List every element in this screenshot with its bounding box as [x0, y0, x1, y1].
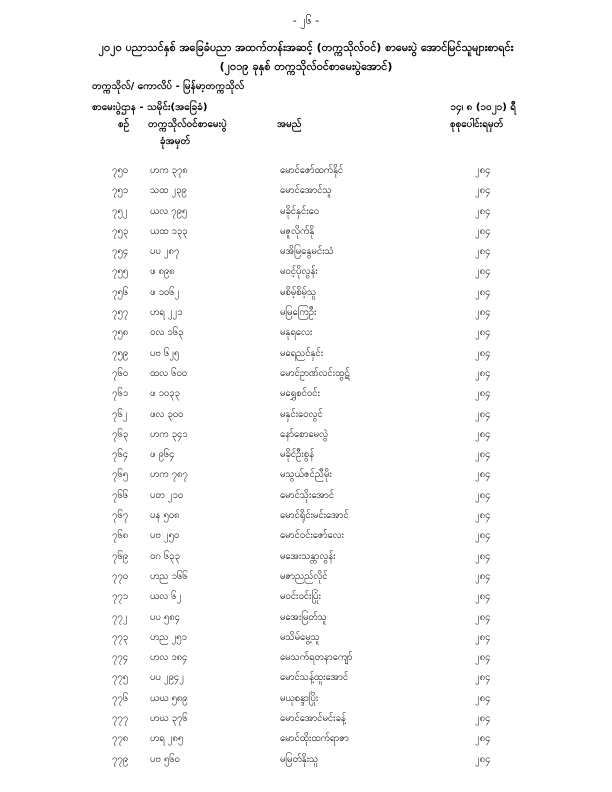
row-reg-number: ပဗ ၅၆၀ [150, 753, 180, 765]
table-row [0, 164, 612, 184]
row-score: ၂၈၄ [475, 672, 491, 684]
row-reg-number: ဟရ ၂၂၁ [150, 307, 183, 319]
row-score: ၂၈၄ [475, 692, 491, 704]
row-number: ၇၇၁ [112, 591, 129, 603]
row-number: ၇၇၃ [112, 631, 129, 643]
row-number: ၇၅၈ [112, 327, 129, 339]
table-row [0, 286, 612, 306]
document-title: ၂၀၂၀ ပညာသင်နှစ် အခြေခံပညာ အထက်တန်းအဆင့် (တက္ကသိုလ်ဝင်) စာမေးပွဲ အောင်မြင်သူများစာရင်း [98, 41, 514, 54]
table-row [0, 712, 612, 732]
row-number: ၇၆၀ [112, 367, 129, 379]
row-score: ၂၈၄ [475, 611, 491, 623]
row-number: ၇၆၆ [112, 489, 129, 501]
table-row [0, 631, 612, 651]
row-number: ၇၇၄ [112, 652, 129, 664]
row-reg-number: ဝလ ၁၆၃ [150, 327, 184, 339]
row-number: ၇၅၀ [112, 165, 129, 176]
row-name: မခိုင်နှင်းဝေ [280, 205, 320, 217]
row-reg-number: ဖ ၉၆၄ [150, 449, 175, 461]
row-score: ၂၈၄ [475, 550, 491, 562]
row-name: မောင်အောင်မင်းခန့် [280, 713, 346, 725]
row-score: ၂၈၄ [475, 652, 491, 664]
row-reg-number: ပန ၅၀၈ [150, 510, 180, 522]
row-name: မစိမ့်စိမ့်သူ [280, 286, 317, 298]
table-row [0, 611, 612, 631]
table-row [0, 671, 612, 691]
row-number: ၇၇၅ [112, 672, 129, 684]
row-reg-number: သထ ၂၃၉ [150, 185, 187, 197]
row-reg-number: ယထ ၁၃၃ [150, 225, 188, 237]
row-reg-number: ပတ ၂၁၀ [150, 489, 184, 501]
row-score: ၂၈၄ [475, 347, 491, 359]
row-name: မောင်ဥာဏ်လင်းထွဋ် [280, 367, 350, 379]
row-number: ၇၆၃ [112, 428, 129, 440]
results-table [0, 164, 612, 773]
row-score: ၂၈၄ [475, 286, 491, 298]
table-row [0, 306, 612, 326]
row-score: ၂၈၄ [475, 367, 491, 379]
row-score: ၂၈၄ [475, 753, 491, 765]
row-reg-number: ပပ ၂၉၄၂ [150, 672, 184, 684]
row-number: ၇၇၀ [112, 570, 129, 582]
row-number: ၇၇၆ [112, 692, 129, 704]
table-row [0, 489, 612, 509]
row-number: ၇၅၆ [112, 286, 129, 298]
row-name: မနှင်းဝေလွင် [280, 408, 323, 420]
row-reg-number: ဟလ ၁၈၄ [150, 652, 188, 664]
row-reg-number: ဝဂ ၆၃၃ [150, 550, 180, 562]
table-row [0, 509, 612, 529]
row-score: ၂၈၄ [475, 591, 491, 603]
date-line: ၁၄၊ ၈ (၁၀၂၁) ရီ [450, 102, 516, 113]
row-reg-number: ဟရ ၂၈၅ [150, 733, 184, 745]
page-number: - ၂၆ - [292, 14, 320, 27]
row-reg-number: ဟည ၁၆၆ [150, 570, 188, 582]
row-number: ၇၇၉ [112, 753, 129, 765]
row-name: မောင်သိုးအောင် [280, 489, 335, 501]
row-number: ၇၅၃ [112, 225, 129, 237]
table-row [0, 651, 612, 671]
row-reg-number: ပပ ၂၈၇ [150, 246, 180, 258]
row-name: မေသက်ရတနာကျော် [280, 652, 353, 664]
row-score: ၂၈၄ [475, 428, 491, 440]
table-row [0, 590, 612, 610]
row-score: ၂၈၄ [475, 408, 491, 420]
table-row [0, 732, 612, 752]
row-name: မအေးမြတ်သူ [280, 611, 327, 623]
row-score: ၂၈၄ [475, 489, 491, 501]
row-score: ၂၈၄ [475, 205, 491, 217]
table-row [0, 245, 612, 265]
table-row [0, 347, 612, 367]
row-number: ၇၇၇ [112, 713, 129, 725]
row-name: မနုရလေး [280, 327, 313, 339]
row-reg-number: ပဗ ၆၂၅ [150, 347, 180, 359]
row-score: ၂၈၄ [475, 165, 491, 176]
row-score: ၂၈၄ [475, 631, 491, 643]
table-row [0, 428, 612, 448]
row-name: မရေညင်နှင်း [280, 347, 324, 359]
row-name: မောင်သန့်ထူးအောင် [280, 672, 349, 684]
row-reg-number: ဟက ၃၄၁ [150, 428, 188, 440]
row-score: ၂၈၄ [475, 570, 491, 582]
row-reg-number: ယလ ၆၂ [150, 591, 182, 603]
row-number: ၇၆၄ [112, 449, 129, 461]
row-number: ၇၆၁ [112, 388, 129, 400]
row-number: ၇၆၇ [112, 510, 129, 522]
document-subtitle: (၂၀၁၉ ခုနှစ် တက္ကသိုလ်ဝင်စာမေးပွဲအောင်) [219, 60, 393, 73]
row-number: ၇၅၄ [112, 246, 129, 258]
table-row [0, 367, 612, 387]
row-name: မအေးသန္တာလွန်း [280, 550, 336, 562]
table-row [0, 205, 612, 225]
table-row [0, 265, 612, 285]
university-line: တက္ကသိုလ်/ ကောလိပ် - မြန်မာ့တက္ကသိုလ် [92, 81, 245, 92]
row-score: ၂၈၄ [475, 510, 491, 522]
row-name: မအိမြနွေမင်းသံ [280, 246, 334, 258]
table-row [0, 753, 612, 773]
row-score: ၂၈၄ [475, 266, 491, 278]
row-reg-number: ပဗ ၂၅၀ [150, 530, 180, 542]
row-reg-number: ယလ ၇၉၅ [150, 205, 188, 217]
row-reg-number: ဖ ၁၀၆၂ [150, 286, 180, 298]
row-score: ၂၈၄ [475, 733, 491, 745]
row-name: မရွှေစင်ဝင်း [280, 388, 320, 400]
table-row [0, 184, 612, 204]
row-number: ၇၅၅ [112, 266, 129, 278]
column-header-score: စုစုပေါင်းရမှတ် [450, 119, 504, 130]
row-name: မောင်ဝင်းဇော်လေး [280, 530, 344, 542]
row-name: မမြကြေဦး [280, 307, 317, 319]
row-reg-number: ဖ ၈၉၈ [150, 266, 175, 278]
row-name: မဝင့်ပိုလွန်း [280, 266, 318, 278]
row-reg-number: ဖလ ၃၀၀ [150, 408, 184, 420]
row-score: ၂၈၄ [475, 449, 491, 461]
row-number: ၇၇၈ [112, 733, 129, 745]
row-reg-number: ယဃ ၅၈၉ [150, 692, 188, 704]
row-score: ၂၈၄ [475, 388, 491, 400]
exam-center-line: စာမေးပွဲဌာန - သမိုင်း(အခြေခံ) [92, 102, 208, 113]
row-name: မယုစန္ဒာပြိုး [280, 692, 319, 704]
row-score: ၂၈၄ [475, 225, 491, 237]
table-row [0, 387, 612, 407]
row-score: ၂၈၄ [475, 713, 491, 725]
row-number: ၇၅၂ [112, 205, 128, 217]
row-score: ၂၈၄ [475, 307, 491, 319]
column-header-reg-sub: ခုံအမှတ် [160, 136, 191, 147]
row-name: မဇာညည်လိုင် [280, 570, 328, 582]
row-number: ၇၆၂ [112, 408, 128, 420]
table-row [0, 550, 612, 570]
table-row [0, 570, 612, 590]
table-row [0, 326, 612, 346]
row-reg-number: ဟဃ ၃၇၆ [150, 713, 188, 725]
row-number: ၇၅၇ [112, 307, 129, 319]
row-reg-number: ဟက ၇၈၇ [150, 469, 188, 481]
row-number: ၇၆၈ [112, 530, 129, 542]
column-header-name: အမည် [277, 119, 302, 130]
row-name: နော်စောမေလွဲ [280, 428, 328, 440]
column-header-reg: တက္ကသိုလ်ဝင်စာမေးပွဲ [148, 119, 227, 130]
row-number: ၇၇၂ [112, 611, 128, 623]
row-number: ၇၆၅ [112, 469, 129, 481]
row-score: ၂၈၄ [475, 469, 491, 481]
row-name: မဝင်းဝင်းပြုံး [280, 591, 321, 603]
row-reg-number: ထလ ၆၀၀ [150, 367, 188, 379]
row-number: ၇၆၉ [112, 550, 129, 562]
table-row [0, 448, 612, 468]
row-score: ၂၈၄ [475, 246, 491, 258]
row-reg-number: ဟက ၃၇၈ [150, 165, 188, 176]
row-name: မောင်အောင်သူ [280, 185, 332, 197]
row-name: မသွယ်ဇင်ညီမိုး [280, 469, 332, 481]
table-row [0, 692, 612, 712]
row-name: မောင်ဇော်ထက်နိုင် [280, 165, 344, 176]
table-row [0, 225, 612, 245]
table-row [0, 408, 612, 428]
table-row [0, 468, 612, 488]
row-name: မသိမ်မွေ့သူ [280, 631, 320, 643]
row-reg-number: ပပ ၅၈၄ [150, 611, 180, 623]
row-number: ၇၅၁ [112, 185, 129, 197]
row-name: မောင်ထိုးထက်ရာဇာ [280, 733, 349, 745]
row-name: မဇူလိုက်နို [280, 225, 315, 237]
row-name: မမြတ်နိုးသူ [280, 753, 319, 765]
row-score: ၂၈၄ [475, 185, 491, 197]
column-header-no: စဉ် [118, 119, 130, 130]
row-score: ၂၈၄ [475, 530, 491, 542]
row-reg-number: ဟည ၂၅၁ [150, 631, 187, 643]
row-number: ၇၅၉ [112, 347, 129, 359]
table-row [0, 529, 612, 549]
row-score: ၂၈၄ [475, 327, 491, 339]
row-reg-number: ဖ ၁၀၃၃ [150, 388, 180, 400]
row-name: မခိုင်ဦးစွန် [280, 449, 314, 461]
row-name: မောင်ရိုင်းမင်းအောင် [280, 510, 349, 522]
